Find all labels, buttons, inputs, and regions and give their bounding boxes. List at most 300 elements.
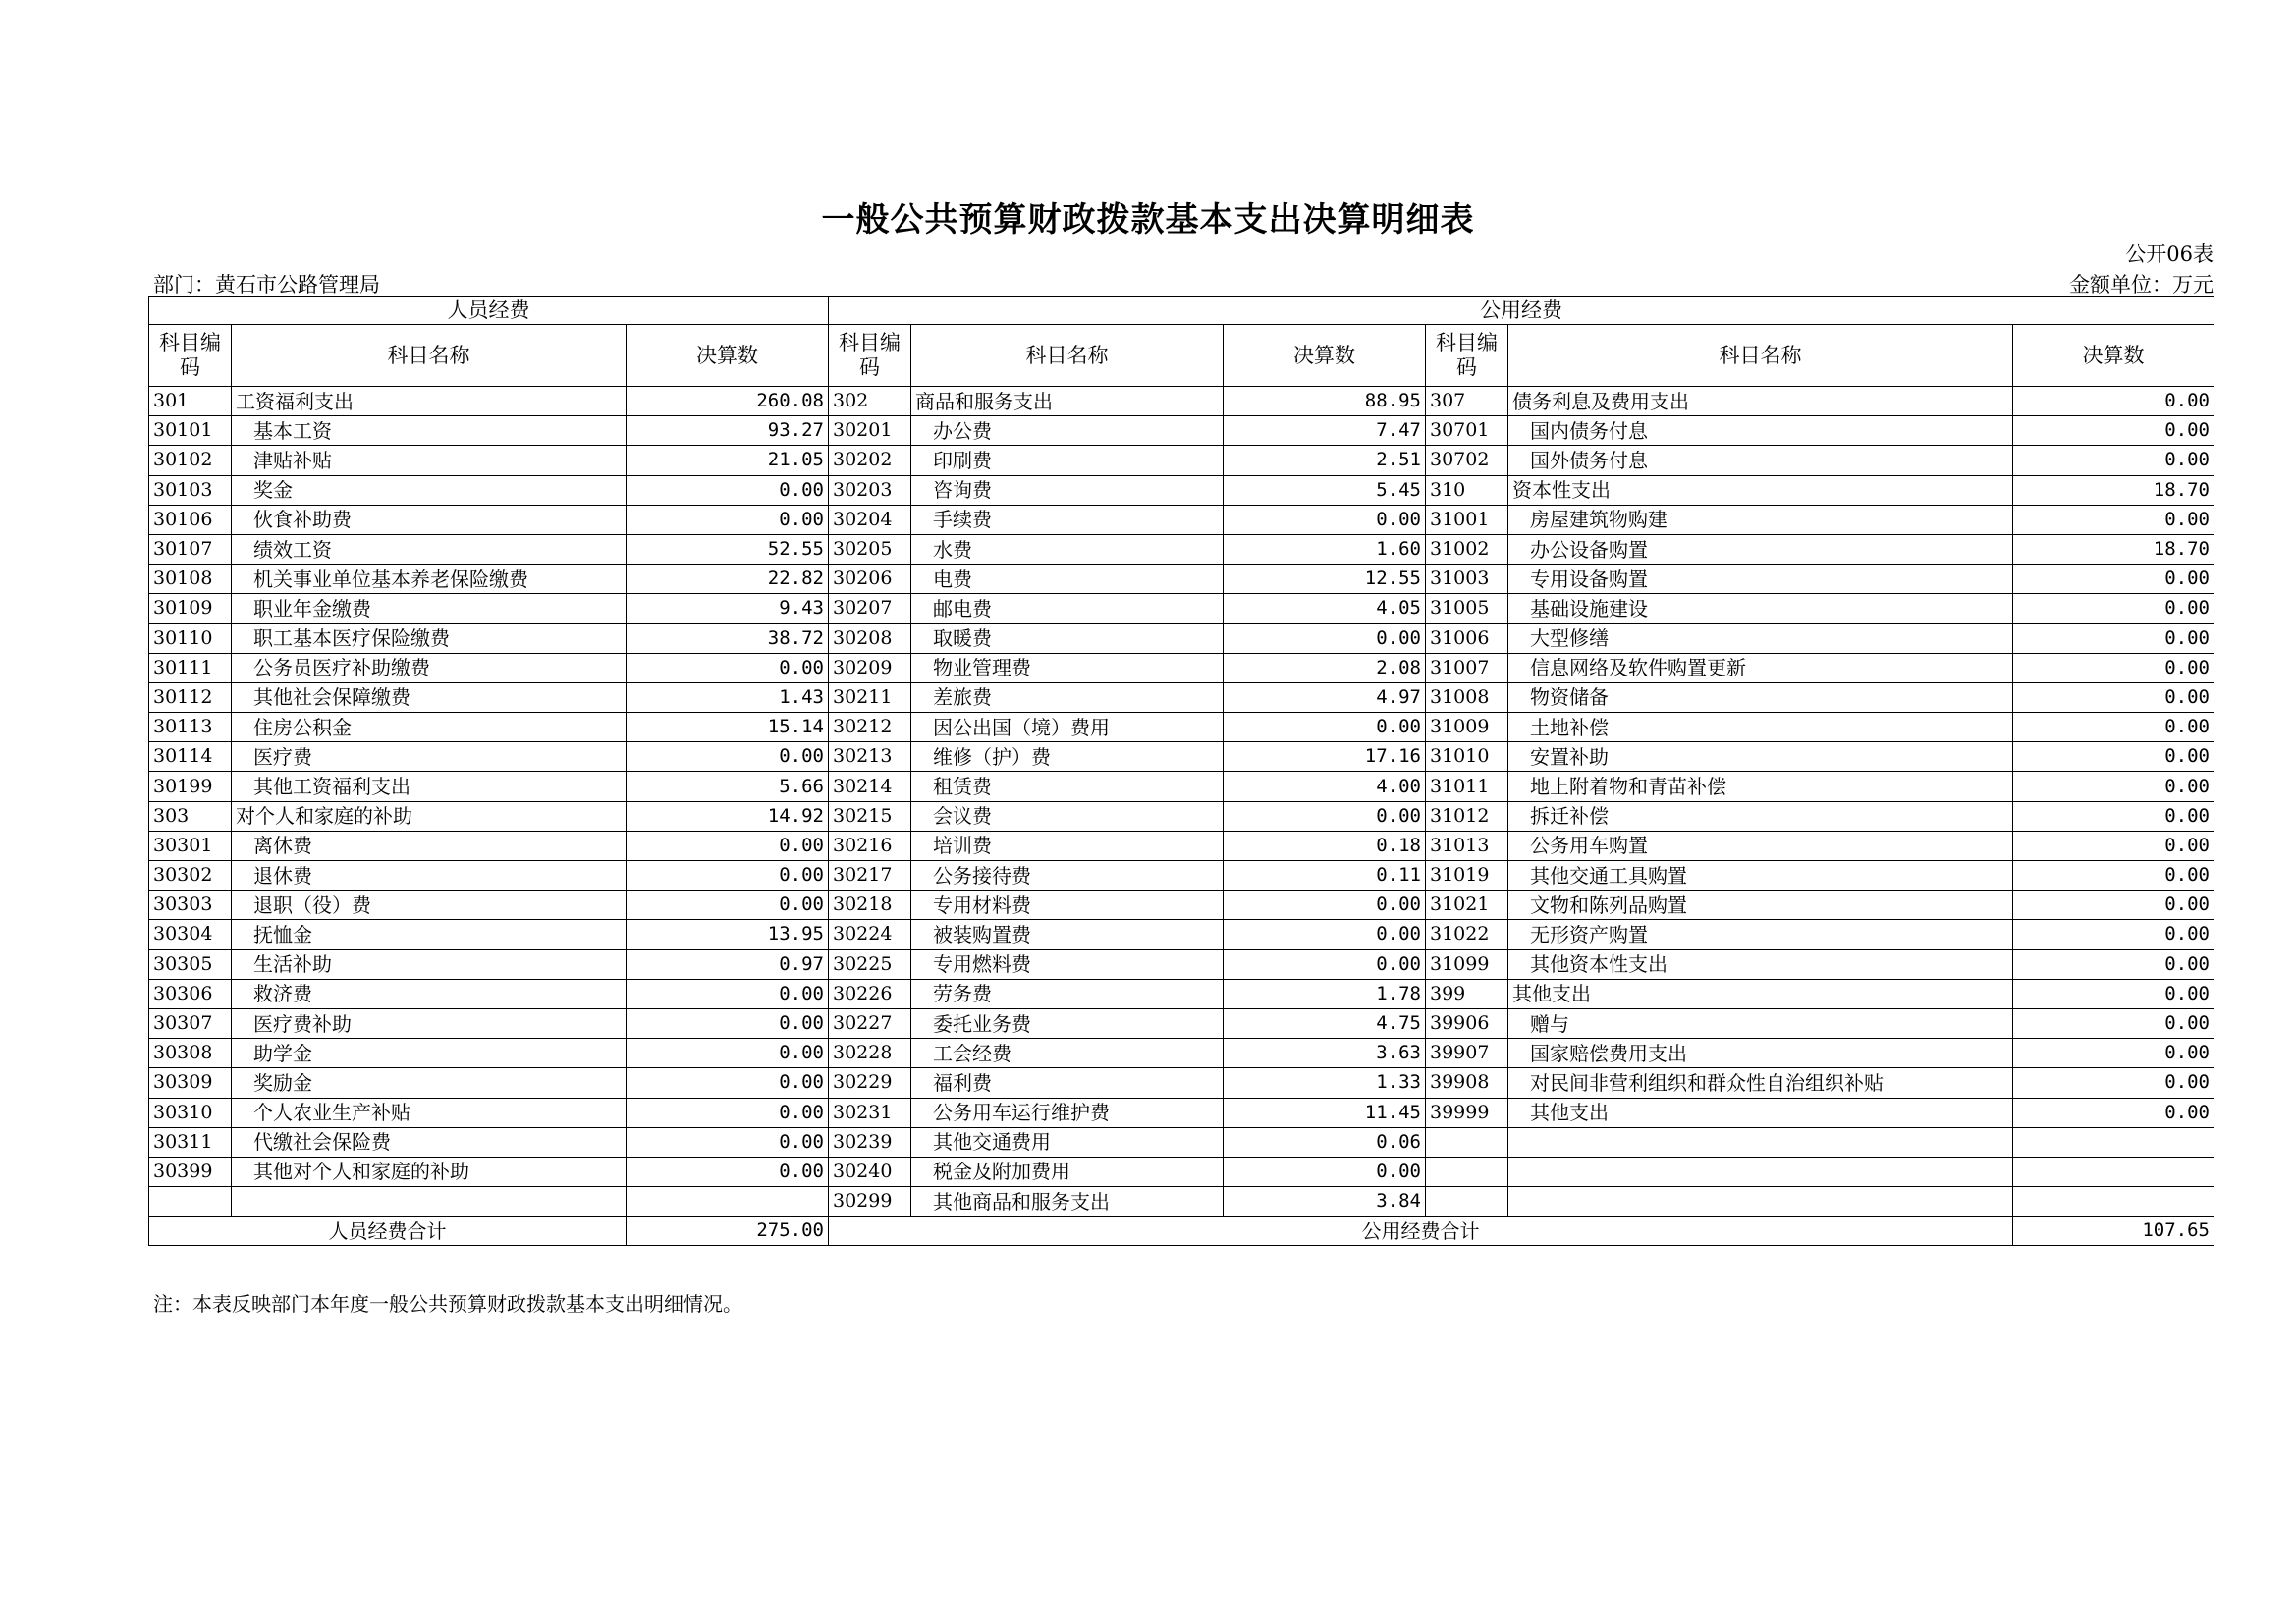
subject-name-cell: 医疗费 (232, 742, 627, 772)
subject-name-cell: 水费 (911, 534, 1224, 564)
subject-name-cell: 咨询费 (911, 475, 1224, 505)
column-header-amount: 决算数 (2013, 325, 2214, 387)
amount-cell: 0.00 (627, 475, 829, 505)
subject-code-cell: 30224 (829, 920, 911, 949)
amount-cell: 0.00 (627, 891, 829, 920)
table-row (149, 475, 2214, 505)
subject-code-cell: 310 (1426, 475, 1508, 505)
amount-cell: 0.00 (627, 1068, 829, 1098)
table-row (149, 742, 2214, 772)
amount-cell: 0.00 (627, 861, 829, 891)
subject-code-cell: 31003 (1426, 565, 1508, 594)
column-header-code: 科目编码 (1426, 325, 1508, 387)
subject-code-cell: 30202 (829, 446, 911, 475)
footnote: 注：本表反映部门本年度一般公共预算财政拨款基本支出明细情况。 (153, 1292, 742, 1316)
subject-code-cell: 31002 (1426, 534, 1508, 564)
subject-name-cell: 国内债务付息 (1508, 416, 2013, 446)
subject-code-cell: 30103 (149, 475, 232, 505)
subject-code-cell: 30208 (829, 623, 911, 653)
subject-code-cell: 303 (149, 801, 232, 831)
subject-name-cell: 代缴社会保险费 (232, 1127, 627, 1157)
subject-code-cell: 30110 (149, 623, 232, 653)
subject-name-cell: 其他资本性支出 (1508, 949, 2013, 979)
amount-cell: 0.00 (627, 1157, 829, 1186)
public-section-header: 公用经费 (829, 297, 2214, 325)
subject-code-cell (1426, 1127, 1508, 1157)
subject-code-cell: 30308 (149, 1039, 232, 1068)
amount-cell: 18.70 (2013, 534, 2214, 564)
amount-cell: 0.00 (2013, 861, 2214, 891)
subject-code-cell: 31012 (1426, 801, 1508, 831)
subject-code-cell: 30228 (829, 1039, 911, 1068)
subject-code-cell: 30112 (149, 682, 232, 712)
subject-name-cell: 其他工资福利支出 (232, 772, 627, 801)
subject-name-cell: 邮电费 (911, 594, 1224, 623)
table-row (149, 1098, 2214, 1127)
subject-code-cell: 30311 (149, 1127, 232, 1157)
subject-name-cell: 差旅费 (911, 682, 1224, 712)
amount-cell: 21.05 (627, 446, 829, 475)
subject-code-cell: 30225 (829, 949, 911, 979)
subject-code-cell: 31021 (1426, 891, 1508, 920)
amount-cell: 2.51 (1224, 446, 1426, 475)
amount-cell: 0.97 (627, 949, 829, 979)
subject-code-cell: 30216 (829, 831, 911, 860)
subject-code-cell: 39999 (1426, 1098, 1508, 1127)
amount-cell: 0.00 (2013, 742, 2214, 772)
amount-cell: 0.00 (1224, 505, 1426, 534)
table-row (149, 713, 2214, 742)
subject-code-cell: 31013 (1426, 831, 1508, 860)
personnel-total-label: 人员经费合计 (149, 1217, 627, 1246)
amount-cell: 0.00 (2013, 682, 2214, 712)
table-row (149, 861, 2214, 891)
amount-cell: 0.00 (2013, 713, 2214, 742)
subject-name-cell: 信息网络及软件购置更新 (1508, 653, 2013, 682)
subject-code-cell: 30111 (149, 653, 232, 682)
subject-name-cell: 办公设备购置 (1508, 534, 2013, 564)
amount-cell: 3.63 (1224, 1039, 1426, 1068)
amount-cell: 13.95 (627, 920, 829, 949)
subject-code-cell: 30205 (829, 534, 911, 564)
subject-name-cell: 文物和陈列品购置 (1508, 891, 2013, 920)
amount-cell: 0.00 (1224, 623, 1426, 653)
amount-cell: 0.11 (1224, 861, 1426, 891)
subject-code-cell (149, 1187, 232, 1217)
department-label: 部门：黄石市公路管理局 (153, 273, 380, 297)
subject-name-cell: 生活补助 (232, 949, 627, 979)
subject-name-cell: 手续费 (911, 505, 1224, 534)
subject-code-cell: 30201 (829, 416, 911, 446)
column-header-code: 科目编码 (829, 325, 911, 387)
subject-name-cell: 房屋建筑物购建 (1508, 505, 2013, 534)
subject-code-cell: 30310 (149, 1098, 232, 1127)
subject-code-cell: 31010 (1426, 742, 1508, 772)
subject-code-cell: 30212 (829, 713, 911, 742)
amount-cell: 0.00 (627, 1127, 829, 1157)
subject-name-cell: 福利费 (911, 1068, 1224, 1098)
amount-cell: 0.00 (2013, 1068, 2214, 1098)
table-row (149, 387, 2214, 416)
amount-cell: 0.00 (1224, 949, 1426, 979)
subject-name-cell: 机关事业单位基本养老保险缴费 (232, 565, 627, 594)
subject-name-cell: 个人农业生产补贴 (232, 1098, 627, 1127)
subject-name-cell: 税金及附加费用 (911, 1157, 1224, 1186)
public-total-label: 公用经费合计 (829, 1217, 2013, 1246)
amount-cell: 22.82 (627, 565, 829, 594)
amount-cell: 0.00 (627, 1039, 829, 1068)
amount-cell: 0.00 (2013, 979, 2214, 1008)
amount-cell: 0.00 (2013, 949, 2214, 979)
subject-code-cell: 30303 (149, 891, 232, 920)
table-row (149, 682, 2214, 712)
amount-cell: 18.70 (2013, 475, 2214, 505)
table-row (149, 565, 2214, 594)
subject-name-cell: 物资储备 (1508, 682, 2013, 712)
subject-code-cell: 30206 (829, 565, 911, 594)
subject-name-cell: 专用燃料费 (911, 949, 1224, 979)
amount-cell: 0.00 (1224, 920, 1426, 949)
subject-name-cell: 国外债务付息 (1508, 446, 2013, 475)
subject-name-cell: 取暖费 (911, 623, 1224, 653)
subject-code-cell: 30209 (829, 653, 911, 682)
subject-code-cell: 31006 (1426, 623, 1508, 653)
subject-name-cell: 退休费 (232, 861, 627, 891)
subject-code-cell: 30231 (829, 1098, 911, 1127)
amount-cell: 0.18 (1224, 831, 1426, 860)
subject-name-cell (1508, 1127, 2013, 1157)
subject-name-cell: 维修（护）费 (911, 742, 1224, 772)
column-header-amount: 决算数 (1224, 325, 1426, 387)
subject-name-cell: 离休费 (232, 831, 627, 860)
subject-name-cell: 专用材料费 (911, 891, 1224, 920)
amount-cell: 4.75 (1224, 1008, 1426, 1038)
subject-code-cell: 31099 (1426, 949, 1508, 979)
subject-code-cell: 31022 (1426, 920, 1508, 949)
amount-cell: 0.00 (2013, 594, 2214, 623)
subject-name-cell: 电费 (911, 565, 1224, 594)
subject-name-cell: 职业年金缴费 (232, 594, 627, 623)
subject-code-cell: 30239 (829, 1127, 911, 1157)
subject-name-cell: 安置补助 (1508, 742, 2013, 772)
subject-code-cell: 39908 (1426, 1068, 1508, 1098)
subject-code-cell: 31011 (1426, 772, 1508, 801)
amount-cell: 0.00 (2013, 1098, 2214, 1127)
subject-code-cell: 30113 (149, 713, 232, 742)
amount-cell: 0.00 (2013, 623, 2214, 653)
subject-name-cell: 无形资产购置 (1508, 920, 2013, 949)
subject-code-cell: 30211 (829, 682, 911, 712)
table-row (149, 1127, 2214, 1157)
subject-name-cell: 职工基本医疗保险缴费 (232, 623, 627, 653)
amount-cell: 3.84 (1224, 1187, 1426, 1217)
subject-name-cell (1508, 1157, 2013, 1186)
subject-code-cell: 30204 (829, 505, 911, 534)
amount-cell: 0.00 (627, 1098, 829, 1127)
subject-code-cell: 30107 (149, 534, 232, 564)
amount-cell (2013, 1157, 2214, 1186)
amount-cell: 0.00 (2013, 831, 2214, 860)
amount-cell: 1.78 (1224, 979, 1426, 1008)
amount-cell: 0.06 (1224, 1127, 1426, 1157)
subject-name-cell: 对民间非营利组织和群众性自治组织补贴 (1508, 1068, 2013, 1098)
personnel-section-header: 人员经费 (149, 297, 829, 325)
amount-cell: 0.00 (2013, 565, 2214, 594)
amount-cell: 4.97 (1224, 682, 1426, 712)
subject-code-cell: 31005 (1426, 594, 1508, 623)
subject-name-cell: 奖励金 (232, 1068, 627, 1098)
table-row (149, 801, 2214, 831)
subject-name-cell: 劳务费 (911, 979, 1224, 1008)
table-row (149, 623, 2214, 653)
subject-code-cell: 30309 (149, 1068, 232, 1098)
subject-name-cell (232, 1187, 627, 1217)
subject-code-cell: 30108 (149, 565, 232, 594)
subject-code-cell: 30229 (829, 1068, 911, 1098)
amount-cell: 0.00 (627, 742, 829, 772)
column-header-name: 科目名称 (232, 325, 627, 387)
subject-name-cell: 地上附着物和青苗补偿 (1508, 772, 2013, 801)
subject-name-cell: 因公出国（境）费用 (911, 713, 1224, 742)
amount-cell: 7.47 (1224, 416, 1426, 446)
subject-code-cell: 30213 (829, 742, 911, 772)
amount-cell: 0.00 (2013, 446, 2214, 475)
table-row (149, 920, 2214, 949)
subject-code-cell: 30218 (829, 891, 911, 920)
amount-cell: 0.00 (627, 505, 829, 534)
subject-code-cell: 30203 (829, 475, 911, 505)
subject-code-cell: 30215 (829, 801, 911, 831)
subject-name-cell: 其他支出 (1508, 1098, 2013, 1127)
subject-code-cell: 31009 (1426, 713, 1508, 742)
subject-code-cell: 30114 (149, 742, 232, 772)
subject-code-cell: 30217 (829, 861, 911, 891)
subject-name-cell: 奖金 (232, 475, 627, 505)
amount-cell: 0.00 (2013, 387, 2214, 416)
subject-name-cell: 赠与 (1508, 1008, 2013, 1038)
table-row (149, 594, 2214, 623)
subject-code-cell: 39907 (1426, 1039, 1508, 1068)
subject-code-cell: 30301 (149, 831, 232, 860)
amount-cell: 1.60 (1224, 534, 1426, 564)
subject-name-cell: 租赁费 (911, 772, 1224, 801)
subject-code-cell: 30305 (149, 949, 232, 979)
subject-name-cell: 其他支出 (1508, 979, 2013, 1008)
table-row (149, 653, 2214, 682)
subject-name-cell (1508, 1187, 2013, 1217)
subject-name-cell: 公务用车运行维护费 (911, 1098, 1224, 1127)
subject-code-cell: 30240 (829, 1157, 911, 1186)
subject-name-cell: 医疗费补助 (232, 1008, 627, 1038)
subject-name-cell: 商品和服务支出 (911, 387, 1224, 416)
subject-name-cell: 公务用车购置 (1508, 831, 2013, 860)
subject-name-cell: 办公费 (911, 416, 1224, 446)
table-row (149, 949, 2214, 979)
subject-code-cell: 30214 (829, 772, 911, 801)
table-row (149, 831, 2214, 860)
subject-code-cell: 31008 (1426, 682, 1508, 712)
subject-code-cell: 31001 (1426, 505, 1508, 534)
amount-cell: 5.66 (627, 772, 829, 801)
subject-code-cell: 30304 (149, 920, 232, 949)
page-title: 一般公共预算财政拨款基本支出决算明细表 (821, 200, 1475, 240)
table-row (149, 505, 2214, 534)
subject-name-cell: 被装购置费 (911, 920, 1224, 949)
subject-name-cell: 伙食补助费 (232, 505, 627, 534)
subject-name-cell: 工资福利支出 (232, 387, 627, 416)
subject-code-cell: 30702 (1426, 446, 1508, 475)
subject-name-cell: 基本工资 (232, 416, 627, 446)
subject-name-cell: 会议费 (911, 801, 1224, 831)
amount-cell (2013, 1127, 2214, 1157)
amount-cell: 38.72 (627, 623, 829, 653)
amount-cell: 15.14 (627, 713, 829, 742)
amount-cell: 0.00 (627, 979, 829, 1008)
amount-cell: 88.95 (1224, 387, 1426, 416)
expenditure-table (148, 296, 2214, 1246)
subject-name-cell: 公务接待费 (911, 861, 1224, 891)
table-row (149, 1187, 2214, 1217)
subject-code-cell: 30226 (829, 979, 911, 1008)
subject-name-cell: 抚恤金 (232, 920, 627, 949)
form-number: 公开06表 (2125, 243, 2214, 266)
column-header-name: 科目名称 (911, 325, 1224, 387)
subject-name-cell: 大型修缮 (1508, 623, 2013, 653)
amount-cell: 0.00 (1224, 801, 1426, 831)
amount-cell: 0.00 (2013, 772, 2214, 801)
subject-code-cell: 30306 (149, 979, 232, 1008)
subject-name-cell: 资本性支出 (1508, 475, 2013, 505)
subject-code-cell: 301 (149, 387, 232, 416)
amount-cell: 260.08 (627, 387, 829, 416)
table-row (149, 772, 2214, 801)
subject-name-cell: 其他对个人和家庭的补助 (232, 1157, 627, 1186)
subject-name-cell: 拆迁补偿 (1508, 801, 2013, 831)
subject-name-cell: 其他交通工具购置 (1508, 861, 2013, 891)
subject-name-cell: 救济费 (232, 979, 627, 1008)
subject-name-cell: 其他商品和服务支出 (911, 1187, 1224, 1217)
subject-code-cell: 30101 (149, 416, 232, 446)
subject-code-cell: 30207 (829, 594, 911, 623)
subject-code-cell (1426, 1157, 1508, 1186)
amount-cell: 0.00 (2013, 801, 2214, 831)
amount-cell: 1.43 (627, 682, 829, 712)
subject-code-cell: 307 (1426, 387, 1508, 416)
subject-name-cell: 工会经费 (911, 1039, 1224, 1068)
amount-cell: 0.00 (2013, 1008, 2214, 1038)
table-row (149, 979, 2214, 1008)
personnel-total-amount: 275.00 (627, 1217, 829, 1246)
amount-cell: 0.00 (2013, 653, 2214, 682)
subject-name-cell: 物业管理费 (911, 653, 1224, 682)
subject-name-cell: 国家赔偿费用支出 (1508, 1039, 2013, 1068)
column-header-name: 科目名称 (1508, 325, 2013, 387)
subject-code-cell: 31007 (1426, 653, 1508, 682)
amount-cell: 0.00 (1224, 891, 1426, 920)
table-row (149, 891, 2214, 920)
column-header-code: 科目编码 (149, 325, 232, 387)
subject-name-cell: 其他交通费用 (911, 1127, 1224, 1157)
amount-cell: 9.43 (627, 594, 829, 623)
amount-cell: 5.45 (1224, 475, 1426, 505)
subject-code-cell: 302 (829, 387, 911, 416)
subject-code-cell: 30307 (149, 1008, 232, 1038)
amount-cell: 4.05 (1224, 594, 1426, 623)
amount-cell: 0.00 (2013, 416, 2214, 446)
amount-cell: 0.00 (627, 831, 829, 860)
subject-name-cell: 绩效工资 (232, 534, 627, 564)
subject-code-cell: 30299 (829, 1187, 911, 1217)
subject-name-cell: 其他社会保障缴费 (232, 682, 627, 712)
amount-cell: 11.45 (1224, 1098, 1426, 1127)
subject-name-cell: 专用设备购置 (1508, 565, 2013, 594)
subject-name-cell: 培训费 (911, 831, 1224, 860)
subject-name-cell: 住房公积金 (232, 713, 627, 742)
amount-cell: 0.00 (2013, 505, 2214, 534)
subject-name-cell: 土地补偿 (1508, 713, 2013, 742)
subject-code-cell: 30106 (149, 505, 232, 534)
amount-cell (627, 1187, 829, 1217)
subject-name-cell: 基础设施建设 (1508, 594, 2013, 623)
amount-cell: 0.00 (627, 1008, 829, 1038)
subject-name-cell: 助学金 (232, 1039, 627, 1068)
subject-code-cell: 30701 (1426, 416, 1508, 446)
subject-name-cell: 对个人和家庭的补助 (232, 801, 627, 831)
subject-name-cell: 债务利息及费用支出 (1508, 387, 2013, 416)
amount-cell: 12.55 (1224, 565, 1426, 594)
public-total-amount: 107.65 (2013, 1217, 2214, 1246)
subject-code-cell: 30399 (149, 1157, 232, 1186)
amount-cell: 52.55 (627, 534, 829, 564)
subject-code-cell: 30227 (829, 1008, 911, 1038)
amount-cell: 4.00 (1224, 772, 1426, 801)
amount-cell: 17.16 (1224, 742, 1426, 772)
table-row (149, 1157, 2214, 1186)
amount-cell: 0.00 (2013, 891, 2214, 920)
subject-code-cell (1426, 1187, 1508, 1217)
table-row (149, 416, 2214, 446)
subject-code-cell: 30302 (149, 861, 232, 891)
amount-cell: 0.00 (2013, 920, 2214, 949)
table-body (149, 387, 2214, 1217)
table-row (149, 446, 2214, 475)
subject-code-cell: 30102 (149, 446, 232, 475)
subject-code-cell: 39906 (1426, 1008, 1508, 1038)
subject-name-cell: 印刷费 (911, 446, 1224, 475)
column-header-amount: 决算数 (627, 325, 829, 387)
table-row (149, 534, 2214, 564)
amount-cell: 0.00 (1224, 1157, 1426, 1186)
subject-code-cell: 31019 (1426, 861, 1508, 891)
amount-cell: 1.33 (1224, 1068, 1426, 1098)
subject-name-cell: 津贴补贴 (232, 446, 627, 475)
amount-cell: 2.08 (1224, 653, 1426, 682)
amount-cell: 0.00 (2013, 1039, 2214, 1068)
amount-cell (2013, 1187, 2214, 1217)
subject-code-cell: 30109 (149, 594, 232, 623)
table-row (149, 1008, 2214, 1038)
subject-name-cell: 委托业务费 (911, 1008, 1224, 1038)
amount-cell: 14.92 (627, 801, 829, 831)
unit-label: 金额单位：万元 (2069, 273, 2214, 297)
subject-code-cell: 399 (1426, 979, 1508, 1008)
amount-cell: 0.00 (627, 653, 829, 682)
subject-name-cell: 退职（役）费 (232, 891, 627, 920)
subject-name-cell: 公务员医疗补助缴费 (232, 653, 627, 682)
amount-cell: 93.27 (627, 416, 829, 446)
subject-code-cell: 30199 (149, 772, 232, 801)
table-row (149, 1068, 2214, 1098)
